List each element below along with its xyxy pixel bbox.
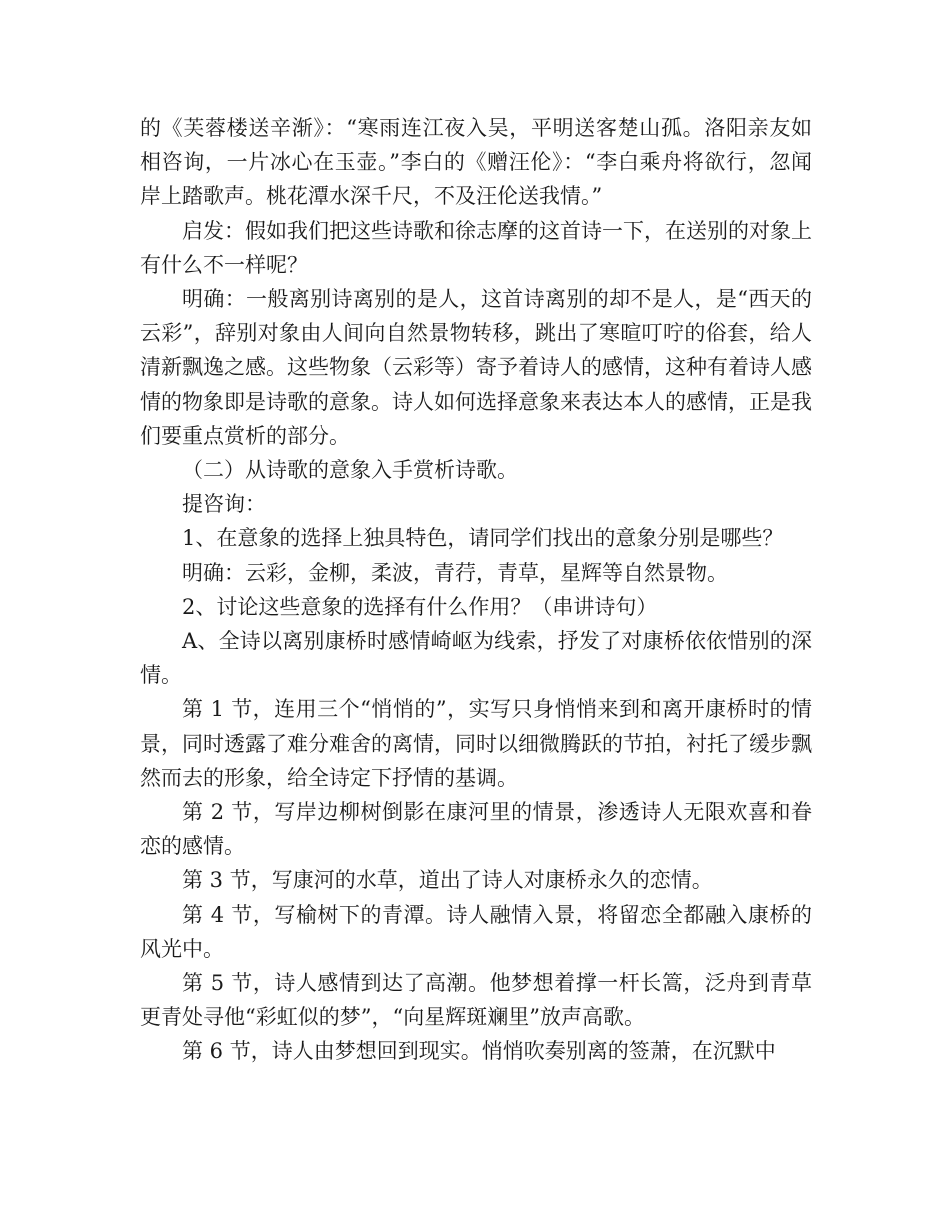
paragraph: 第 4 节，写榆树下的青潭。诗人融情入景，将留恋全都融入康桥的风光中。 xyxy=(140,902,812,961)
paragraph: A、全诗以离别康桥时感情崎岖为线索，抒发了对康桥依依惜别的深情。 xyxy=(140,629,812,688)
paragraph: 1、在意象的选择上独具特色，请同学们找出的意象分别是哪些？ xyxy=(182,526,784,551)
paragraph: 第 1 节，连用三个“悄悄的”，实写只身悄悄来到和离开康桥时的情景，同时透露了难分难舍的离情，同时以细微腾跃的节拍，衬托了缓步飘然而去的形象，给全诗定下抒情的基调。 xyxy=(140,697,812,790)
paragraph: 第 6 节，诗人由梦想回到现实。悄悄吹奏别离的签萧，在沉默中 xyxy=(182,1039,776,1064)
document-body xyxy=(140,111,812,1069)
paragraph: 启发：假如我们把这些诗歌和徐志摩的这首诗一下，在送别的对象上有什么不一样呢？ xyxy=(140,218,812,277)
paragraph: 的《芙蓉楼送辛渐》：“寒雨连江夜入吴，平明送客楚山孤。洛阳亲友如相咨询，一片冰心在玉壶。”李白的《赠汪伦》：“李白乘舟将欲行，忽闻岸上踏歌声。桃花潭水深千尺，不及汪伦送我情。” xyxy=(140,116,812,209)
paragraph: 明确：一般离别诗离别的是人，这首诗离别的却不是人，是“西天的云彩”，辞别对象由人间向自然景物转移，跳出了寒暄叮咛的俗套，给人清新飘逸之感。这些物象（云彩等）寄予着诗人的感情，这种有着诗人感情的物象即是诗歌的意象。诗人如何选择意象来表达本人的感情，正是我们要重点赏析的部分。 xyxy=(140,287,812,448)
paragraph: 2、讨论这些意象的选择有什么作用？（串讲诗句） xyxy=(182,594,658,619)
paragraph: 提咨询： xyxy=(182,492,266,517)
paragraph: 第 5 节，诗人感情到达了高潮。他梦想着撑一杆长篙，泛舟到青草更青处寻他“彩虹似的梦”，“向星辉斑斓里”放声高歌。 xyxy=(140,971,812,1030)
paragraph: 第 2 节，写岸边柳树倒影在康河里的情景，渗透诗人无限欢喜和眷恋的感情。 xyxy=(140,800,812,859)
paragraph: 明确：云彩，金柳，柔波，青荇，青草，星辉等自然景物。 xyxy=(182,560,728,585)
section-heading: （二）从诗歌的意象入手赏析诗歌。 xyxy=(182,458,518,483)
paragraph: 第 3 节，写康河的水草，道出了诗人对康桥永久的恋情。 xyxy=(182,868,713,893)
